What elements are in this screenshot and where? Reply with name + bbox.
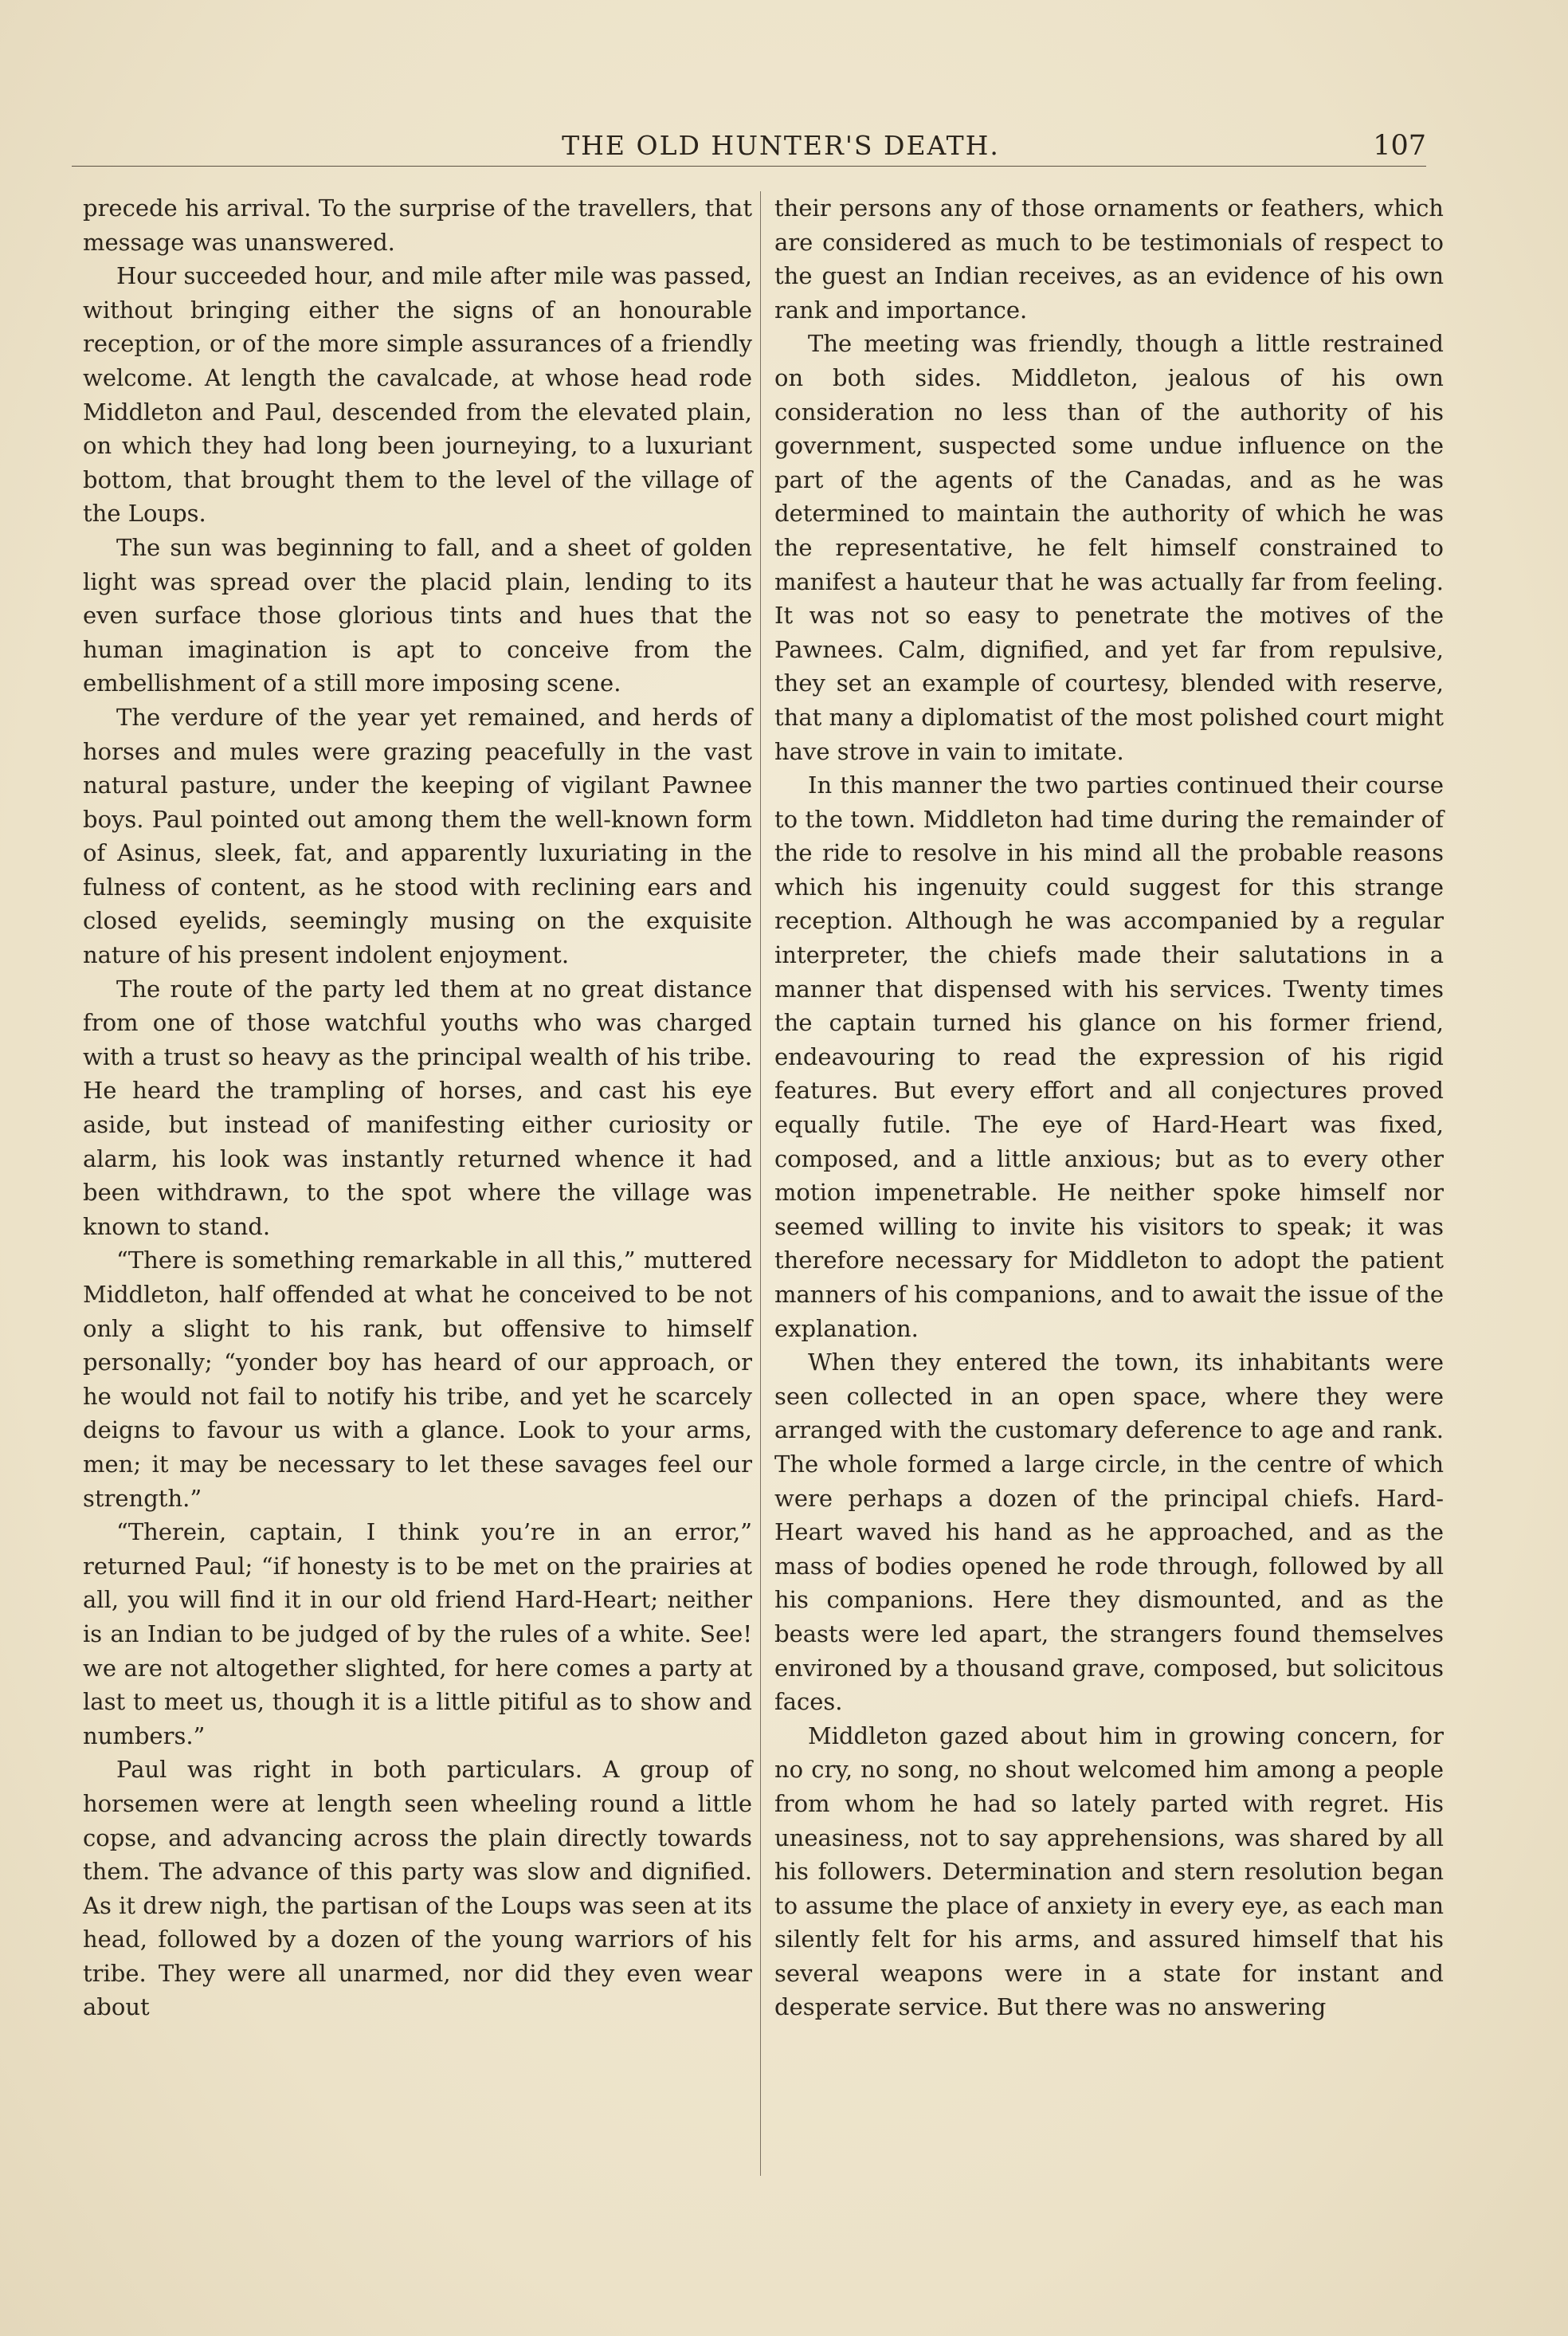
paragraph: precede his arrival. To the surprise of the travellers, that message was unanswered. bbox=[83, 194, 752, 256]
paragraph: The sun was beginning to fall, and a sheet of golden light was spread over the placid plain, lending to its even surface those glorious tints and hues that the human imagination is apt to conceive from the embellishment of a still more imposing scene. bbox=[83, 533, 752, 697]
paragraph: Paul was right in both particulars. A group of horsemen were at length seen wheeling round a little copse, and advancing across the plain directly towards them. The advance of this party was slow and dignified. As it drew nigh, the partisan of the Loups was seen at its head, followed by a dozen of the young warriors of his tribe. They were all unarmed, nor did they even wear about bbox=[83, 1756, 752, 2021]
left-column bbox=[83, 191, 752, 2024]
paragraph: The verdure of the year yet remained, and herds of horses and mules were grazing peacefully in the vast natural pasture, under the keeping of vigilant Pawnee boys. Paul pointed out among them the well-known form of Asinus, sleek, fat, and apparently luxuriating in the fulness of content, as he stood with reclining ears and closed eyelids, seemingly musing on the exquisite nature of his present indolent enjoyment. bbox=[83, 703, 752, 969]
paragraph: Hour succeeded hour, and mile after mile was passed, without bringing either the signs of an honourable reception, or of the more simple assurances of a friendly welcome. At length the cavalcade, at whose head rode Middleton and Paul, descended from the elevated plain, on which they had long been journeying, to a luxuriant bottom, that brought them to the level of the village of the Loups. bbox=[83, 262, 752, 528]
paragraph: their persons any of those ornaments or feathers, which are considered as much to be testimonials of respect to the guest an Indian receives, as an evidence of his own rank and importance. bbox=[774, 194, 1444, 324]
paragraph: When they entered the town, its inhabitants were seen collected in an open space, where they were arranged with the customary deference to age and rank. The whole formed a large circle, in the centre of which were perhaps a dozen of the principal chiefs. Hard-Heart waved his hand as he approached, and as the mass of bodies opened he rode through, followed by all his companions. Here they dismounted, and as the beasts were led apart, the strangers found themselves environed by a thousand grave, composed, but solicitous faces. bbox=[774, 1349, 1444, 1716]
page-header bbox=[72, 126, 1426, 172]
page-number: 107 bbox=[1373, 130, 1426, 162]
right-column bbox=[774, 191, 1444, 2024]
running-title: THE OLD HUNTER'S DEATH. bbox=[562, 130, 1000, 161]
paragraph: Middleton gazed about him in growing concern, for no cry, no song, no shout welcomed him among a people from whom he had so lately parted with regret. His uneasiness, not to say apprehensions, was shared by all his followers. Determination and stern resolution began to assume the place of anxiety in every eye, as each man silently felt for his arms, and assured himself that his several weapons were in a state for instant and desperate service. But there was no answering bbox=[774, 1722, 1444, 2021]
column-divider bbox=[760, 191, 761, 2176]
paragraph: In this manner the two parties continued their course to the town. Middleton had time during the remainder of the ride to resolve in his mind all the probable reasons which his ingenuity could suggest for this strange reception. Although he was accompanied by a regular interpreter, the chiefs made their salutations in a manner that dispensed with his services. Twenty times the captain turned his glance on his former friend, endeavouring to read the expression of his rigid features. But every effort and all conjectures proved equally futile. The eye of Hard-Heart was fixed, composed, and a little anxious; but as to every other motion impenetrable. He neither spoke himself nor seemed willing to invite his visitors to speak; it was therefore necessary for Middleton to adopt the patient manners of his companions, and to await the issue of the explanation. bbox=[774, 771, 1444, 1342]
paragraph: “There is something remarkable in all this,” muttered Middleton, half offended at what he conceived to be not only a slight to his rank, but offensive to himself personally; “yonder boy has heard of our approach, or he would not fail to notify his tribe, and yet he scarcely deigns to favour us with a glance. Look to your arms, men; it may be necessary to let these savages feel our strength.” bbox=[83, 1247, 752, 1512]
paragraph: “Therein, captain, I think you’re in an error,” returned Paul; “if honesty is to be met on the prairies at all, you will find it in our old friend Hard-Heart; neither is an Indian to be judged of by the rules of a white. See! we are not altogether slighted, for here comes a party at last to meet us, though it is a little pitiful as to show and numbers.” bbox=[83, 1518, 752, 1749]
header-rule bbox=[72, 166, 1426, 167]
paragraph: The meeting was friendly, though a little restrained on both sides. Middleton, jealous of his own consideration no less than of the authority of his government, suspected some undue influence on the part of the agents of the Canadas, and as he was determined to maintain the authority of which he was the representative, he felt himself constrained to manifest a hauteur that he was actually far from feeling. It was not so easy to penetrate the motives of the Pawnees. Calm, dignified, and yet far from repulsive, they set an example of courtesy, blended with reserve, that many a diplomatist of the most polished court might have strove in vain to imitate. bbox=[774, 330, 1444, 765]
paragraph: The route of the party led them at no great distance from one of those watchful youths who was charged with a trust so heavy as the principal wealth of his tribe. He heard the trampling of horses, and cast his eye aside, but instead of manifesting either curiosity or alarm, his look was instantly returned whence it had been withdrawn, to the spot where the village was known to stand. bbox=[83, 975, 752, 1240]
